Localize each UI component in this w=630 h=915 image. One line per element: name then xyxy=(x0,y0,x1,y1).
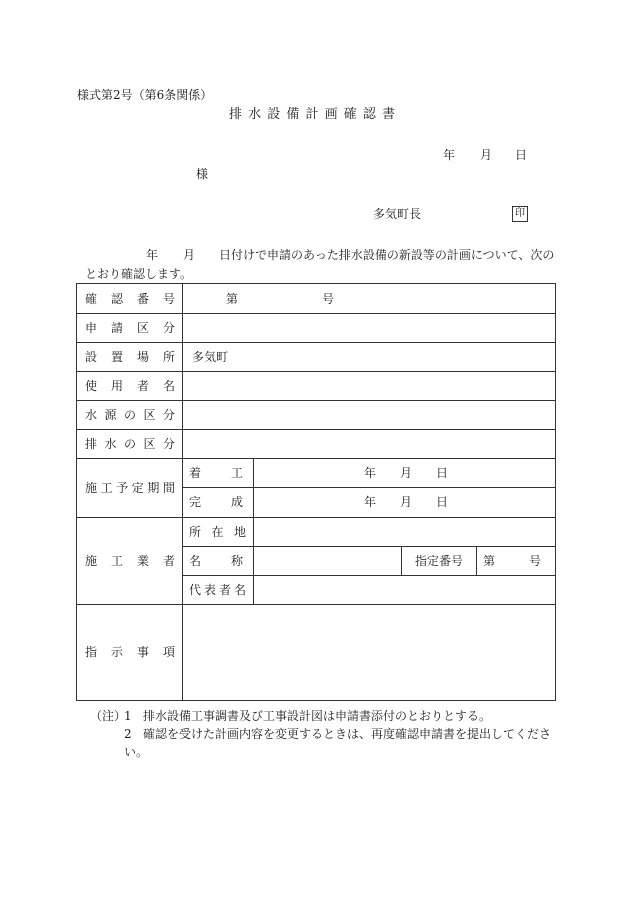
row-location xyxy=(77,343,556,372)
designation-prefix: 第 xyxy=(483,553,496,568)
value-start-date[interactable] xyxy=(254,459,556,488)
value-location[interactable]: 多気町 xyxy=(183,343,556,372)
row-water-source xyxy=(77,401,556,430)
label-start: 着工 xyxy=(183,459,254,488)
seal-mark: 印 xyxy=(512,206,528,222)
intro-month: 月 xyxy=(183,248,196,262)
issue-date-day: 日 xyxy=(515,148,528,162)
value-drain-type[interactable] xyxy=(183,430,556,459)
start-year: 年 xyxy=(364,466,377,481)
note-2-text-line1: 確認を受けた計画内容を変更するときは、再度確認申請書を提出してくださ xyxy=(143,727,552,741)
value-contractor-address[interactable] xyxy=(254,517,556,546)
intro-year: 年 xyxy=(146,248,159,262)
value-user[interactable] xyxy=(183,372,556,401)
label-contractor-name: 名称 xyxy=(183,546,254,575)
value-confirm-no[interactable] xyxy=(183,284,556,314)
label-contractor-rep: 代表者名 xyxy=(183,575,254,604)
intro-text-line1: 日付けで申請のあった排水設備の新設等の計画について、次の xyxy=(219,248,555,262)
notes-heading: （注） xyxy=(90,709,127,723)
note-1-text: 排水設備工事調書及び工事設計図は申請書添付のとおりとする。 xyxy=(143,709,492,723)
document-title: 排 水 設 備 計 画 確 認 書 xyxy=(229,107,397,122)
label-user: 使用者名 xyxy=(77,372,183,401)
label-location: 設置場所 xyxy=(77,343,183,372)
value-contractor-rep[interactable] xyxy=(254,575,556,604)
label-confirm-no: 確認番号 xyxy=(77,284,183,314)
value-end-date[interactable] xyxy=(254,488,556,517)
label-instructions: 指示事項 xyxy=(77,604,183,700)
end-month: 月 xyxy=(400,495,413,510)
row-contractor-address xyxy=(77,517,556,546)
confirm-no-suffix: 号 xyxy=(322,291,335,306)
label-drain-type: 排水の区分 xyxy=(77,430,183,459)
issue-date-month: 月 xyxy=(480,148,493,162)
note-2-text-line2: い。 xyxy=(124,745,149,759)
end-year: 年 xyxy=(364,495,377,510)
confirm-no-prefix: 第 xyxy=(226,291,239,306)
value-designation-no[interactable] xyxy=(477,546,556,575)
label-period: 施工予定期間 xyxy=(77,459,183,517)
form-reference: 様式第2号（第6条関係） xyxy=(77,88,213,102)
row-drain-type xyxy=(77,430,556,459)
end-day: 日 xyxy=(436,495,449,510)
note-1-number: 1 xyxy=(124,709,132,723)
label-end: 完成 xyxy=(183,488,254,517)
confirmation-table xyxy=(76,283,556,701)
label-contractor-address: 所在地 xyxy=(183,517,254,546)
value-contractor-name[interactable] xyxy=(254,546,402,575)
start-day: 日 xyxy=(436,466,449,481)
note-2-number: 2 xyxy=(124,727,132,741)
row-app-type xyxy=(77,314,556,343)
designation-suffix: 号 xyxy=(529,553,542,568)
start-month: 月 xyxy=(400,466,413,481)
row-confirm-no xyxy=(77,284,556,314)
value-instructions[interactable] xyxy=(183,604,556,700)
row-instructions xyxy=(77,604,556,700)
issuer-name: 多気町長 xyxy=(373,207,422,221)
value-app-type[interactable] xyxy=(183,314,556,343)
row-period-start xyxy=(77,459,556,488)
issue-date-year: 年 xyxy=(443,148,456,162)
addressee-suffix: 様 xyxy=(196,167,209,181)
intro-text-line2: とおり確認します。 xyxy=(85,267,193,281)
label-water-source: 水源の区分 xyxy=(77,401,183,430)
label-designation-no: 指定番号 xyxy=(402,546,477,575)
label-app-type: 申請区分 xyxy=(77,314,183,343)
row-user xyxy=(77,372,556,401)
value-water-source[interactable] xyxy=(183,401,556,430)
label-contractor: 施工業者 xyxy=(77,517,183,604)
